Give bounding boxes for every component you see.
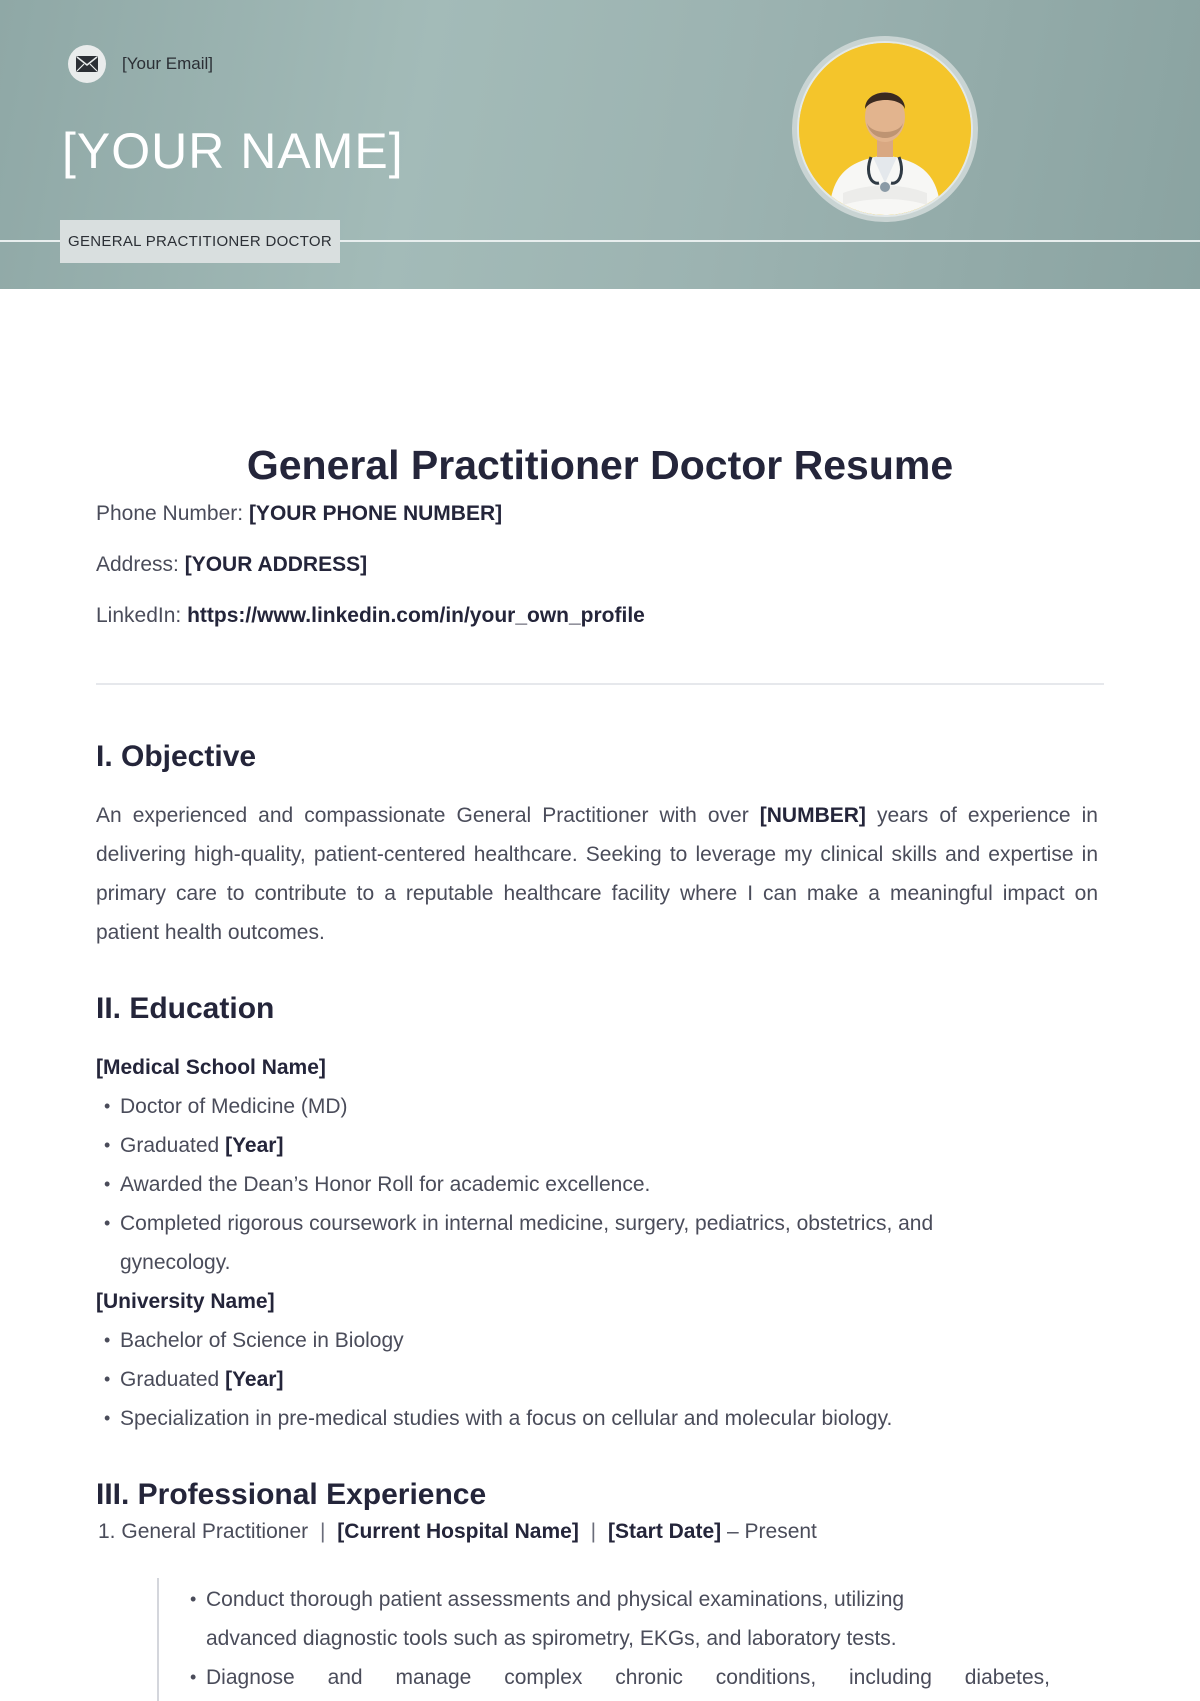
uni-degree-item (104, 1321, 1064, 1360)
experience-separator-2: | (590, 1520, 597, 1543)
contact-linkedin (96, 604, 645, 628)
phone-value: [YOUR PHONE NUMBER] (248, 502, 503, 525)
doctor-avatar-image (797, 41, 973, 217)
experience-separator: | (319, 1520, 326, 1543)
med-graduated-label: Graduated (120, 1134, 220, 1157)
role-badge: GENERAL PRACTITIONER DOCTOR (60, 220, 340, 263)
med-coursework-line2: gynecology. (120, 1251, 231, 1274)
med-degree-item (104, 1087, 1064, 1126)
experience-end: – Present (727, 1520, 817, 1543)
uni-degree-text: Bachelor of Science in Biology (120, 1329, 404, 1352)
linkedin-label: LinkedIn: (96, 604, 182, 627)
section-divider (96, 683, 1104, 685)
document-title: General Practitioner Doctor Resume (246, 442, 954, 488)
med-graduated-year: [Year] (225, 1134, 284, 1157)
experience-hospital: [Current Hospital Name] (337, 1520, 579, 1543)
address-label: Address: (96, 553, 179, 576)
email-text: [Your Email] (122, 54, 214, 73)
uni-graduated-year: [Year] (225, 1368, 284, 1391)
experience-entry-header (98, 1520, 817, 1544)
envelope-icon (68, 45, 106, 83)
profile-photo (792, 36, 978, 222)
experience-start-date: [Start Date] (607, 1520, 722, 1543)
candidate-name: [YOUR NAME] (62, 123, 404, 179)
experience-bullet-1-line1: Conduct thorough patient assessments and physical examinations, utilizing (206, 1588, 905, 1611)
experience-position: General Practitioner (121, 1520, 309, 1543)
experience-quote-bar (157, 1578, 159, 1701)
uni-specialization-item (104, 1399, 1064, 1438)
uni-specialization-text: Specialization in pre-medical studies with a focus on cellular and molecular biology. (120, 1407, 893, 1430)
med-degree-text: Doctor of Medicine (MD) (120, 1095, 348, 1118)
med-honor-item (104, 1165, 1064, 1204)
medical-school-name: [Medical School Name] (96, 1056, 326, 1079)
experience-heading: III. Professional Experience (96, 1478, 487, 1511)
uni-graduated-item (104, 1360, 1064, 1399)
education-heading: II. Education (96, 992, 275, 1025)
med-honor-text: Awarded the Dean’s Honor Roll for academic excellence. (120, 1173, 651, 1196)
university-name: [University Name] (96, 1290, 275, 1313)
objective-paragraph (96, 796, 1098, 952)
email-row (68, 45, 213, 83)
objective-number: [NUMBER] (759, 804, 866, 827)
experience-bullet-2 (190, 1658, 1050, 1697)
address-value: [YOUR ADDRESS] (184, 553, 368, 576)
med-graduated-item (104, 1126, 1064, 1165)
contact-address (96, 553, 367, 577)
experience-bullet-2-line1: Diagnose and manage complex chronic conditions, including diabetes, (206, 1666, 1050, 1689)
objective-text-after: years of experience in delivering high-quality, patient-centered healthcare. Seeking to leverage my clinical skills and expertise in primary care to contribute to a reputable healthcare facility where I can make a meaningful impact on patient health outcomes. (96, 804, 1098, 944)
med-coursework-item (104, 1204, 1064, 1282)
phone-label: Phone Number: (96, 502, 244, 525)
linkedin-link[interactable]: https://www.linkedin.com/in/your_own_profile (187, 604, 645, 627)
resume-header (0, 0, 1200, 289)
experience-bullet-1 (190, 1580, 1050, 1658)
experience-number: 1. (98, 1520, 116, 1543)
experience-bullet-1-line2: advanced diagnostic tools such as spirometry, EKGs, and laboratory tests. (206, 1627, 897, 1650)
objective-heading: I. Objective (96, 740, 257, 773)
contact-phone (96, 502, 502, 526)
med-coursework-line1: Completed rigorous coursework in internal medicine, surgery, pediatrics, obstetrics, and (120, 1212, 934, 1235)
uni-graduated-label: Graduated (120, 1368, 220, 1391)
objective-text-before: An experienced and compassionate General Practitioner with over (96, 804, 749, 827)
